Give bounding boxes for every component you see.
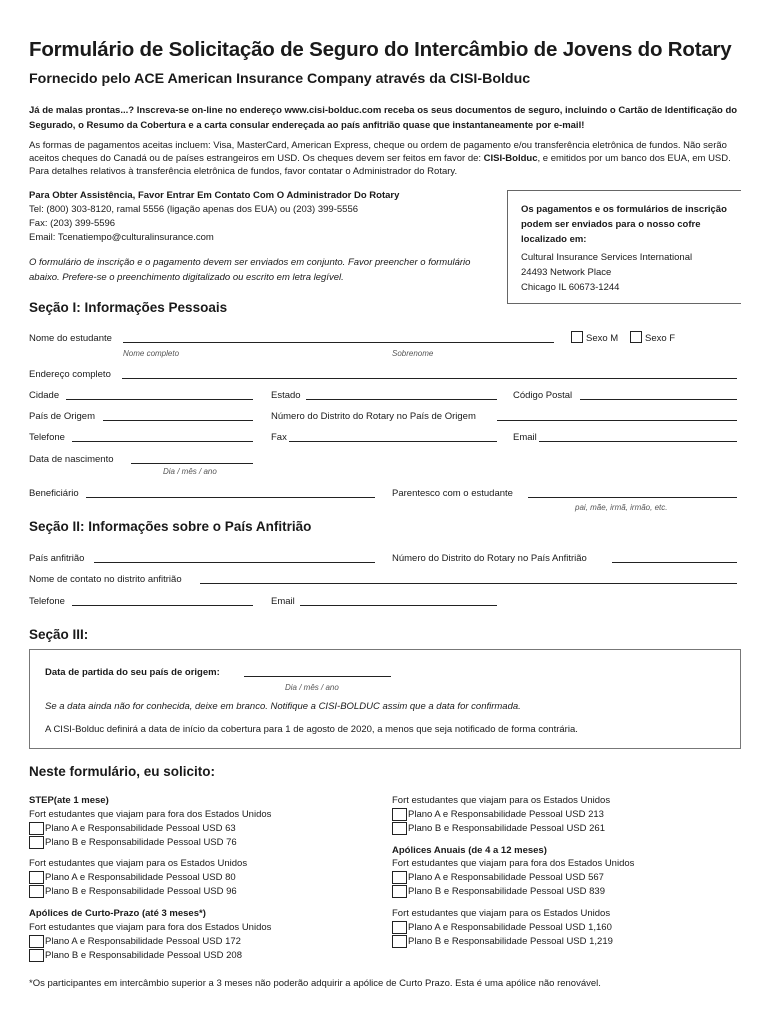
country-label: País de Origem bbox=[29, 411, 95, 422]
short-in-a-checkbox[interactable] bbox=[392, 808, 407, 821]
short-out-b-label: Plano B e Responsabilidade Pessoal USD 208 bbox=[45, 950, 242, 961]
state-field[interactable] bbox=[306, 390, 497, 400]
relation-label: Parentesco com o estudante bbox=[392, 488, 513, 499]
submission-note: O formulário de inscrição e o pagamento devem ser enviados em conjunto. Favor preencher o formulário abaixo. Prefere-se o preenchimento digitalizado ou escrito em letra legível. bbox=[29, 257, 471, 283]
beneficiary-field[interactable] bbox=[86, 488, 375, 498]
payment-info-payee: CISI-Bolduc bbox=[483, 153, 538, 165]
phone-field[interactable] bbox=[72, 432, 253, 442]
short-in-a-label: Plano A e Responsabilidade Pessoal USD 213 bbox=[408, 809, 604, 820]
payment-info-pre: As formas de pagamentos aceitas incluem: Visa, MasterCard, American Express, cheque ou ordem de pagamento e/ou transferência eletrônica de fundos. Não serão aceitos cheques do Canadá ou de países estrangeiros em USD. Os cheques devem ser feitos em favor de: bbox=[29, 140, 727, 165]
country-field[interactable] bbox=[103, 411, 253, 421]
address-field[interactable] bbox=[122, 369, 737, 379]
beneficiary-label: Beneficiário bbox=[29, 488, 79, 499]
fax-field[interactable] bbox=[289, 432, 497, 442]
dob-label: Data de nascimento bbox=[29, 454, 114, 465]
payment-info bbox=[29, 139, 741, 179]
address-label: Endereço completo bbox=[29, 369, 111, 380]
host-email-field[interactable] bbox=[300, 596, 497, 606]
hint-surname: Sobrenome bbox=[392, 349, 434, 358]
phone-label: Telefone bbox=[29, 432, 65, 443]
postal-label: Código Postal bbox=[513, 390, 573, 401]
student-name-label: Nome do estudante bbox=[29, 333, 112, 344]
annual-out-b-label: Plano B e Responsabilidade Pessoal USD 839 bbox=[408, 886, 605, 897]
short-out-a-checkbox[interactable] bbox=[29, 935, 44, 948]
step-out-b-label: Plano B e Responsabilidade Pessoal USD 76 bbox=[45, 837, 237, 848]
fax-label: Fax bbox=[271, 432, 287, 443]
short-out-a-label: Plano A e Responsabilidade Pessoal USD 172 bbox=[45, 936, 241, 947]
host-country-label: País anfitrião bbox=[29, 553, 85, 564]
departure-hint: Dia / mês / ano bbox=[285, 683, 339, 692]
annual-out-a-label: Plano A e Responsabilidade Pessoal USD 567 bbox=[408, 872, 604, 883]
footnote: *Os participantes em intercâmbio superior a 3 meses não poderão adquirir a apólice de Curto Prazo. Esta é uma apólice não renovável. bbox=[29, 978, 601, 989]
annual-in-b-label: Plano B e Responsabilidade Pessoal USD 1,219 bbox=[408, 936, 613, 947]
annual-out-b-checkbox[interactable] bbox=[392, 885, 407, 898]
step-in-a-checkbox[interactable] bbox=[29, 871, 44, 884]
student-name-field[interactable] bbox=[123, 333, 554, 343]
section3-title: Seção III: bbox=[29, 627, 89, 642]
host-district-field[interactable] bbox=[612, 553, 737, 563]
step-in-b-checkbox[interactable] bbox=[29, 885, 44, 898]
district-field[interactable] bbox=[497, 411, 737, 421]
host-contact-field[interactable] bbox=[200, 574, 737, 584]
email-field[interactable] bbox=[539, 432, 737, 442]
short-in-b-label: Plano B e Responsabilidade Pessoal USD 261 bbox=[408, 823, 605, 834]
section2-title: Seção II: Informações sobre o País Anfitrião bbox=[29, 519, 312, 534]
departure-field[interactable] bbox=[244, 667, 391, 677]
short-out-desc: Fort estudantes que viajam para fora dos Estados Unidos bbox=[29, 922, 272, 933]
host-phone-label: Telefone bbox=[29, 596, 65, 607]
short-out-b-checkbox[interactable] bbox=[29, 949, 44, 962]
assistance-tel: Tel: (800) 303-8120, ramal 5556 (ligação apenas dos EUA) ou (203) 399-5556 bbox=[29, 204, 359, 215]
state-label: Estado bbox=[271, 390, 301, 401]
assistance-block bbox=[29, 189, 499, 245]
dob-hint: Dia / mês / ano bbox=[163, 467, 217, 476]
host-country-field[interactable] bbox=[94, 553, 375, 563]
relation-hint: pai, mãe, irmã, irmão, etc. bbox=[575, 503, 668, 512]
annual-title: Apólices Anuais (de 4 a 12 meses) bbox=[392, 845, 547, 856]
section3-note1: Se a data ainda não for conhecida, deixe em branco. Notifique a CISI-BOLDUC assim que a data for confirmada. bbox=[45, 701, 521, 712]
payment-address-box bbox=[507, 190, 741, 304]
annual-in-b-checkbox[interactable] bbox=[392, 935, 407, 948]
payment-info-post: , e emitidos por um banco dos EUA, em USD. Para detalhes relativos à transferência eletrônica de fundos, favor contatar o Administrador do Rotary. bbox=[29, 153, 731, 178]
sex-m-checkbox[interactable] bbox=[571, 331, 583, 343]
page-subtitle: Fornecido pelo ACE American Insurance Company através da CISI-Bolduc bbox=[29, 71, 531, 87]
assistance-email: Email: Tcenatiempo@culturalinsurance.com bbox=[29, 232, 214, 243]
payment-box-line3: Chicago IL 60673-1244 bbox=[521, 282, 620, 293]
departure-label: Data de partida do seu país de origem: bbox=[45, 667, 220, 678]
sex-f-label: Sexo F bbox=[645, 333, 676, 344]
section3-note2: A CISI-Bolduc definirá a data de início da cobertura para 1 de agosto de 2020, a menos que seja notificado de forma contrária. bbox=[45, 724, 578, 735]
step-in-desc: Fort estudantes que viajam para os Estados Unidos bbox=[29, 858, 248, 869]
postal-field[interactable] bbox=[580, 390, 737, 400]
section3-box bbox=[29, 649, 741, 749]
dob-field[interactable] bbox=[131, 454, 253, 464]
payment-box-line1: Cultural Insurance Services International bbox=[521, 252, 693, 263]
intro-text: Já de malas prontas...? Inscreva-se on-line no endereço www.cisi-bolduc.com receba os seus documentos de seguro, incluindo o Cartão de Identificação do Segurado, o Resumo da Cobertura e a carta consular endereçada ao país anfitrião quase que instantaneamente por e-mail! bbox=[29, 105, 738, 131]
host-phone-field[interactable] bbox=[72, 596, 253, 606]
step-out-a-checkbox[interactable] bbox=[29, 822, 44, 835]
email-label: Email bbox=[513, 432, 537, 443]
annual-in-a-checkbox[interactable] bbox=[392, 921, 407, 934]
step-in-b-label: Plano B e Responsabilidade Pessoal USD 96 bbox=[45, 886, 237, 897]
sex-m-label: Sexo M bbox=[586, 333, 619, 344]
annual-out-desc: Fort estudantes que viajam para fora dos Estados Unidos bbox=[392, 858, 635, 869]
step-out-a-label: Plano A e Responsabilidade Pessoal USD 63 bbox=[45, 823, 236, 834]
page-title: Formulário de Solicitação de Seguro do Intercâmbio de Jovens do Rotary bbox=[29, 38, 732, 61]
host-email-label: Email bbox=[271, 596, 295, 607]
host-district-label: Número do Distrito do Rotary no País Anfitrião bbox=[392, 553, 587, 564]
city-label: Cidade bbox=[29, 390, 60, 401]
step-out-b-checkbox[interactable] bbox=[29, 836, 44, 849]
host-contact-label: Nome de contato no distrito anfitrião bbox=[29, 574, 182, 585]
short-in-b-checkbox[interactable] bbox=[392, 822, 407, 835]
short-in-desc: Fort estudantes que viajam para os Estados Unidos bbox=[392, 795, 611, 806]
hint-full-name: Nome completo bbox=[123, 349, 180, 358]
short-title: Apólices de Curto-Prazo (até 3 meses*) bbox=[29, 908, 206, 919]
step-out-desc: Fort estudantes que viajam para fora dos Estados Unidos bbox=[29, 809, 272, 820]
annual-in-a-label: Plano A e Responsabilidade Pessoal USD 1,160 bbox=[408, 922, 612, 933]
assistance-heading: Para Obter Assistência, Favor Entrar Em Contato Com O Administrador Do Rotary bbox=[29, 190, 400, 201]
sex-f-checkbox[interactable] bbox=[630, 331, 642, 343]
relation-field[interactable] bbox=[528, 488, 737, 498]
section1-title: Seção I: Informações Pessoais bbox=[29, 300, 228, 315]
step-in-a-label: Plano A e Responsabilidade Pessoal USD 80 bbox=[45, 872, 236, 883]
district-label: Número do Distrito do Rotary no País de Origem bbox=[271, 411, 476, 422]
payment-box-line2: 24493 Network Place bbox=[521, 267, 612, 278]
payment-box-address bbox=[521, 250, 739, 295]
city-field[interactable] bbox=[66, 390, 253, 400]
payment-box-heading: Os pagamentos e os formulários de inscrição podem ser enviados para o nosso cofre localizado em: bbox=[521, 204, 727, 245]
annual-out-a-checkbox[interactable] bbox=[392, 871, 407, 884]
step-title: STEP(ate 1 mese) bbox=[29, 795, 109, 806]
assistance-fax: Fax: (203) 399-5596 bbox=[29, 218, 116, 229]
request-title: Neste formulário, eu solicito: bbox=[29, 764, 216, 779]
annual-in-desc: Fort estudantes que viajam para os Estados Unidos bbox=[392, 908, 611, 919]
